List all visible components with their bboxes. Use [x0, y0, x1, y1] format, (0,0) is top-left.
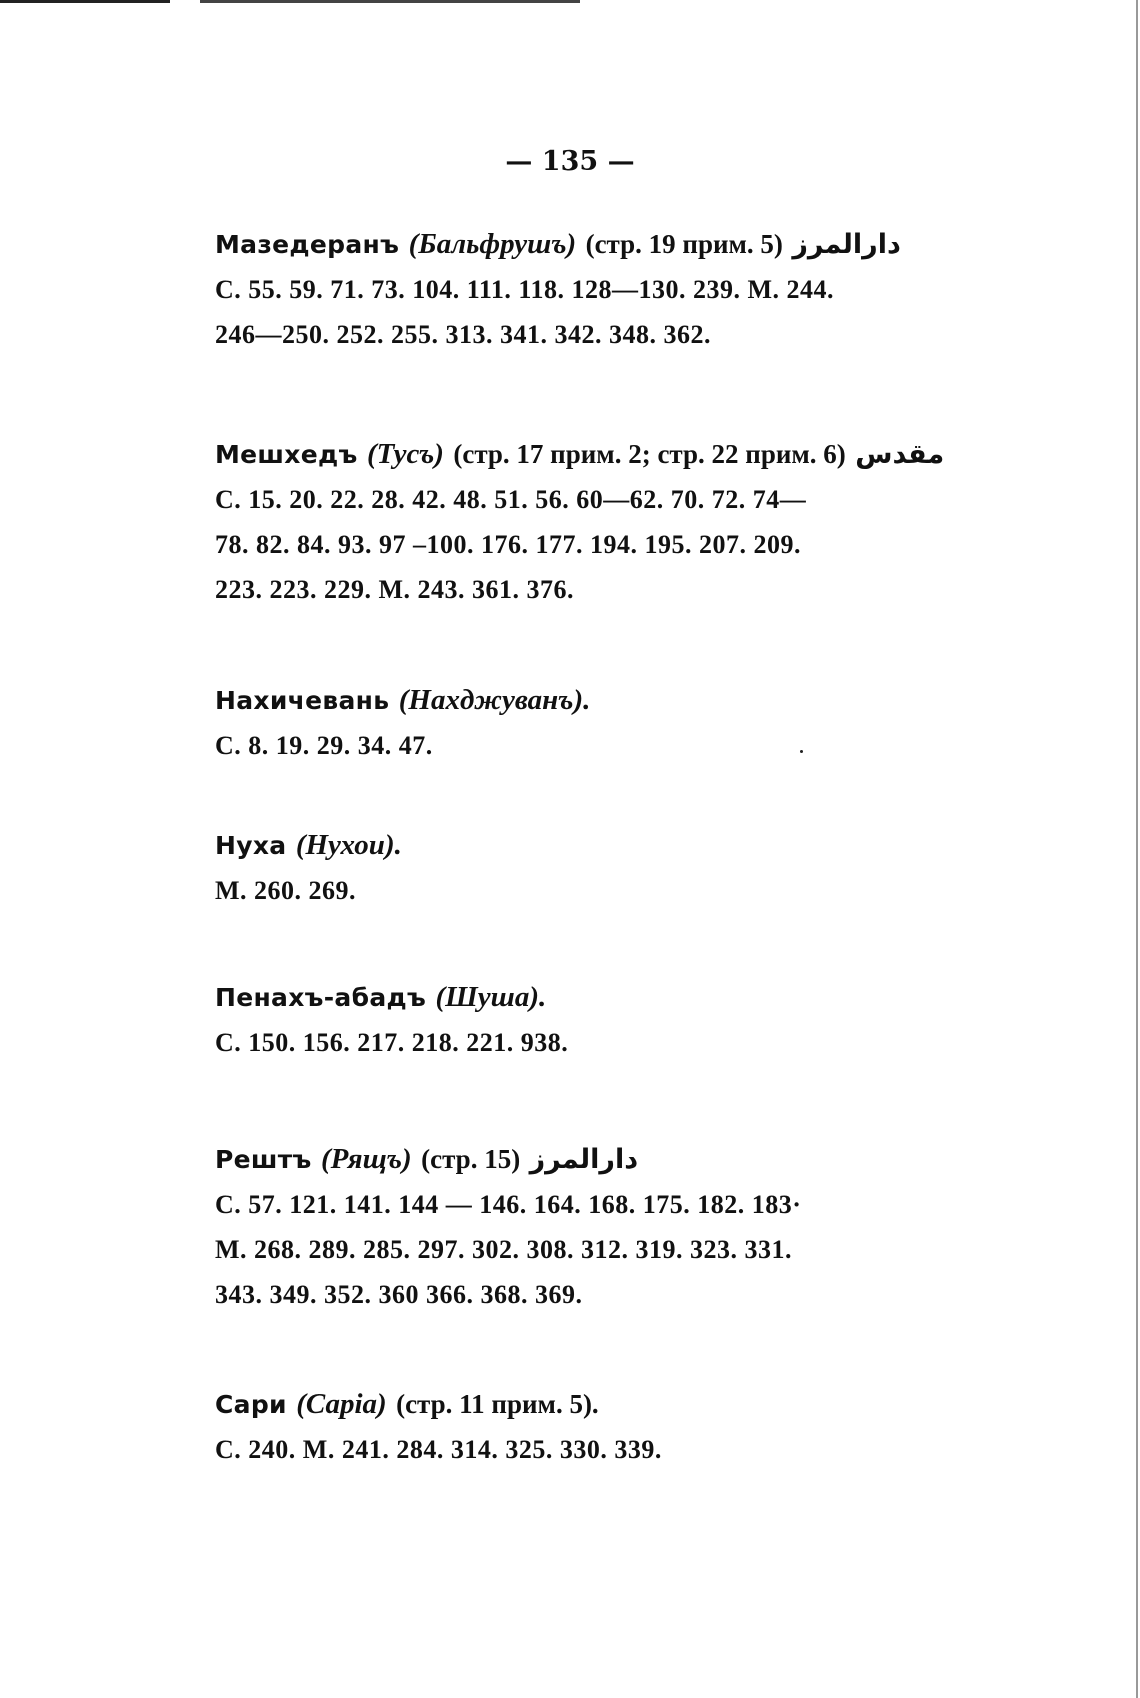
entry-ref-line: С. 55. 59. 71. 73. 104. 111. 118. 128—130. 239. М. 244.: [215, 275, 835, 304]
index-entry-resht: [215, 1137, 975, 1317]
entry-name: Нахичевань: [215, 686, 390, 715]
entry-ref-line: 343. 349. 352. 360 366. 368. 369.: [215, 1280, 583, 1309]
entry-variant: (Рящъ): [321, 1143, 412, 1175]
entry-name: Сари: [215, 1390, 287, 1419]
entry-ref-line: С. 240. М. 241. 284. 314. 325. 330. 339.: [215, 1435, 662, 1464]
index-entry-sari: [215, 1382, 975, 1472]
entry-ref-line: 246—250. 252. 255. 313. 341. 342. 348. 362.: [215, 320, 711, 349]
entry-heading: [215, 1382, 975, 1427]
entry-name: Мазедеранъ: [215, 230, 400, 259]
entry-name: Пенахъ-абадъ: [215, 983, 427, 1012]
entry-ref-line: С. 150. 156. 217. 218. 221. 938.: [215, 1028, 569, 1057]
entry-variant: (Саріа): [296, 1388, 387, 1420]
entry-variant: (Бальфрушъ): [408, 228, 577, 260]
entry-name: Рештъ: [215, 1145, 312, 1174]
index-entry-mazederan: [215, 222, 975, 357]
entry-note: (стр. 17 прим. 2; стр. 22 прим. 6): [453, 439, 846, 469]
entry-variant: (Нахджуванъ).: [398, 684, 591, 716]
entry-name: Нуха: [215, 831, 287, 860]
entry-ref-line: С. 15. 20. 22. 28. 42. 48. 51. 56. 60—62. 70. 72. 74—: [215, 485, 807, 514]
entry-variant: (Шуша).: [435, 981, 547, 1013]
entry-ref-line: М. 268. 289. 285. 297. 302. 308. 312. 319. 323. 331.: [215, 1235, 793, 1264]
entry-ref-line: С. 8. 19. 29. 34. 47.: [215, 731, 433, 760]
entry-heading: [215, 823, 975, 868]
entry-arabic: دارالمرز: [792, 229, 901, 260]
scan-right-edge: [1136, 0, 1138, 1698]
index-entry-nukha: [215, 823, 975, 913]
entry-ref-line: 78. 82. 84. 93. 97 –100. 176. 177. 194. 195. 207. 209.: [215, 530, 801, 559]
entry-note: (стр. 15): [421, 1144, 521, 1174]
entry-name: Мешхедъ: [215, 440, 358, 469]
entry-heading: [215, 1137, 975, 1182]
entry-ref-line: 223. 223. 229. М. 243. 361. 376.: [215, 575, 575, 604]
scan-top-edge: [0, 0, 1140, 3]
entry-heading: [215, 432, 975, 477]
entry-heading: [215, 975, 975, 1020]
index-entry-nakhichevan: [215, 678, 975, 768]
entry-variant: (Нухои).: [295, 829, 402, 861]
scan-speck: [800, 750, 803, 753]
entry-ref-line: С. 57. 121. 141. 144 — 146. 164. 168. 175. 182. 183·: [215, 1190, 802, 1219]
entry-note: (стр. 11 прим. 5).: [396, 1389, 599, 1419]
entry-arabic: مقدس: [855, 439, 945, 470]
entry-ref-line: М. 260. 269.: [215, 876, 357, 905]
entry-variant: (Тусъ): [366, 438, 444, 470]
entry-heading: [215, 678, 975, 723]
entry-arabic: دارالمرز: [529, 1144, 639, 1175]
entry-note: (стр. 19 прим. 5): [585, 229, 783, 259]
entry-heading: [215, 222, 975, 267]
index-entry-penakh-abad: [215, 975, 975, 1065]
page-number: — 135 —: [505, 146, 635, 177]
index-entry-meshhed: [215, 432, 975, 612]
